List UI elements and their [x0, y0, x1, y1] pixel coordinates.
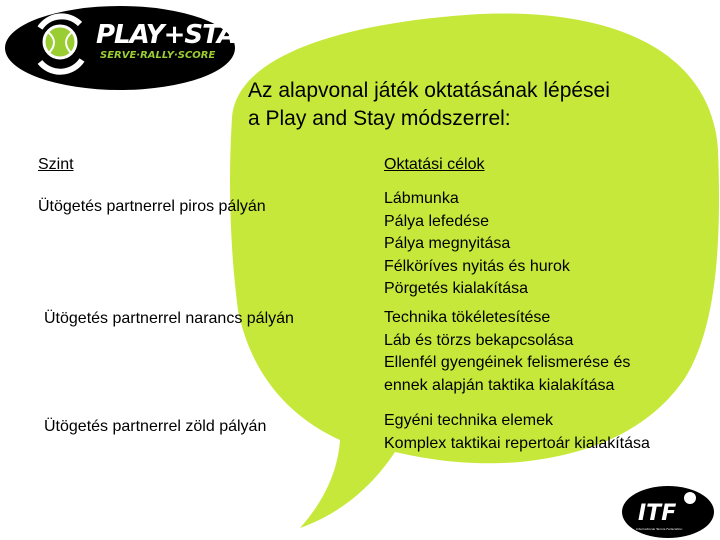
goal-item: Pörgetés kialakítása — [384, 280, 529, 297]
itf-logo — [620, 478, 716, 538]
row-level-green: Ütögetés partnerrel zöld pályán — [44, 418, 267, 435]
header-goals: Oktatási célok — [384, 156, 485, 173]
goal-item: Láb és törzs bekapcsolása — [384, 331, 574, 349]
title-line-1: Az alapvonal játék oktatásának lépései — [248, 79, 610, 102]
title-line-2: a Play and Stay módszerrel: — [248, 107, 511, 130]
goal-item: Ellenfél gyengéinek felismerése és — [384, 354, 631, 371]
goal-item: Félköríves nyitás és hurok — [384, 257, 570, 275]
logo-brand-text: PLAY+STAY — [96, 20, 251, 50]
goal-item: ennek alapján taktika kialakítása — [384, 376, 615, 394]
row-goals-red — [384, 188, 570, 301]
goal-item: Technika tökéletesítése — [384, 309, 551, 326]
page-title — [248, 77, 610, 133]
goal-item: Pálya megnyitása — [384, 235, 511, 252]
tennis-ball-icon — [684, 492, 696, 504]
goal-item: Lábmunka — [384, 190, 459, 207]
goal-item: Pálya lefedése — [384, 212, 489, 230]
row-level-orange: Ütögetés partnerrel narancs pályán — [44, 310, 294, 327]
row-goals-green — [384, 410, 650, 455]
header-level: Szint — [38, 156, 74, 173]
row-level-red: Ütögetés partnerrel piros pályán — [38, 198, 266, 215]
itf-logo-text: ITF — [638, 501, 677, 526]
goal-item: Egyéni technika elemek — [384, 412, 553, 429]
itf-logo-subtext: International Tennis Federation — [636, 527, 683, 531]
goal-item: Komplex taktikai repertoár kialakítása — [384, 434, 650, 452]
logo-tagline-text: SERVE·RALLY·SCORE — [100, 50, 216, 61]
row-goals-orange — [384, 307, 630, 397]
